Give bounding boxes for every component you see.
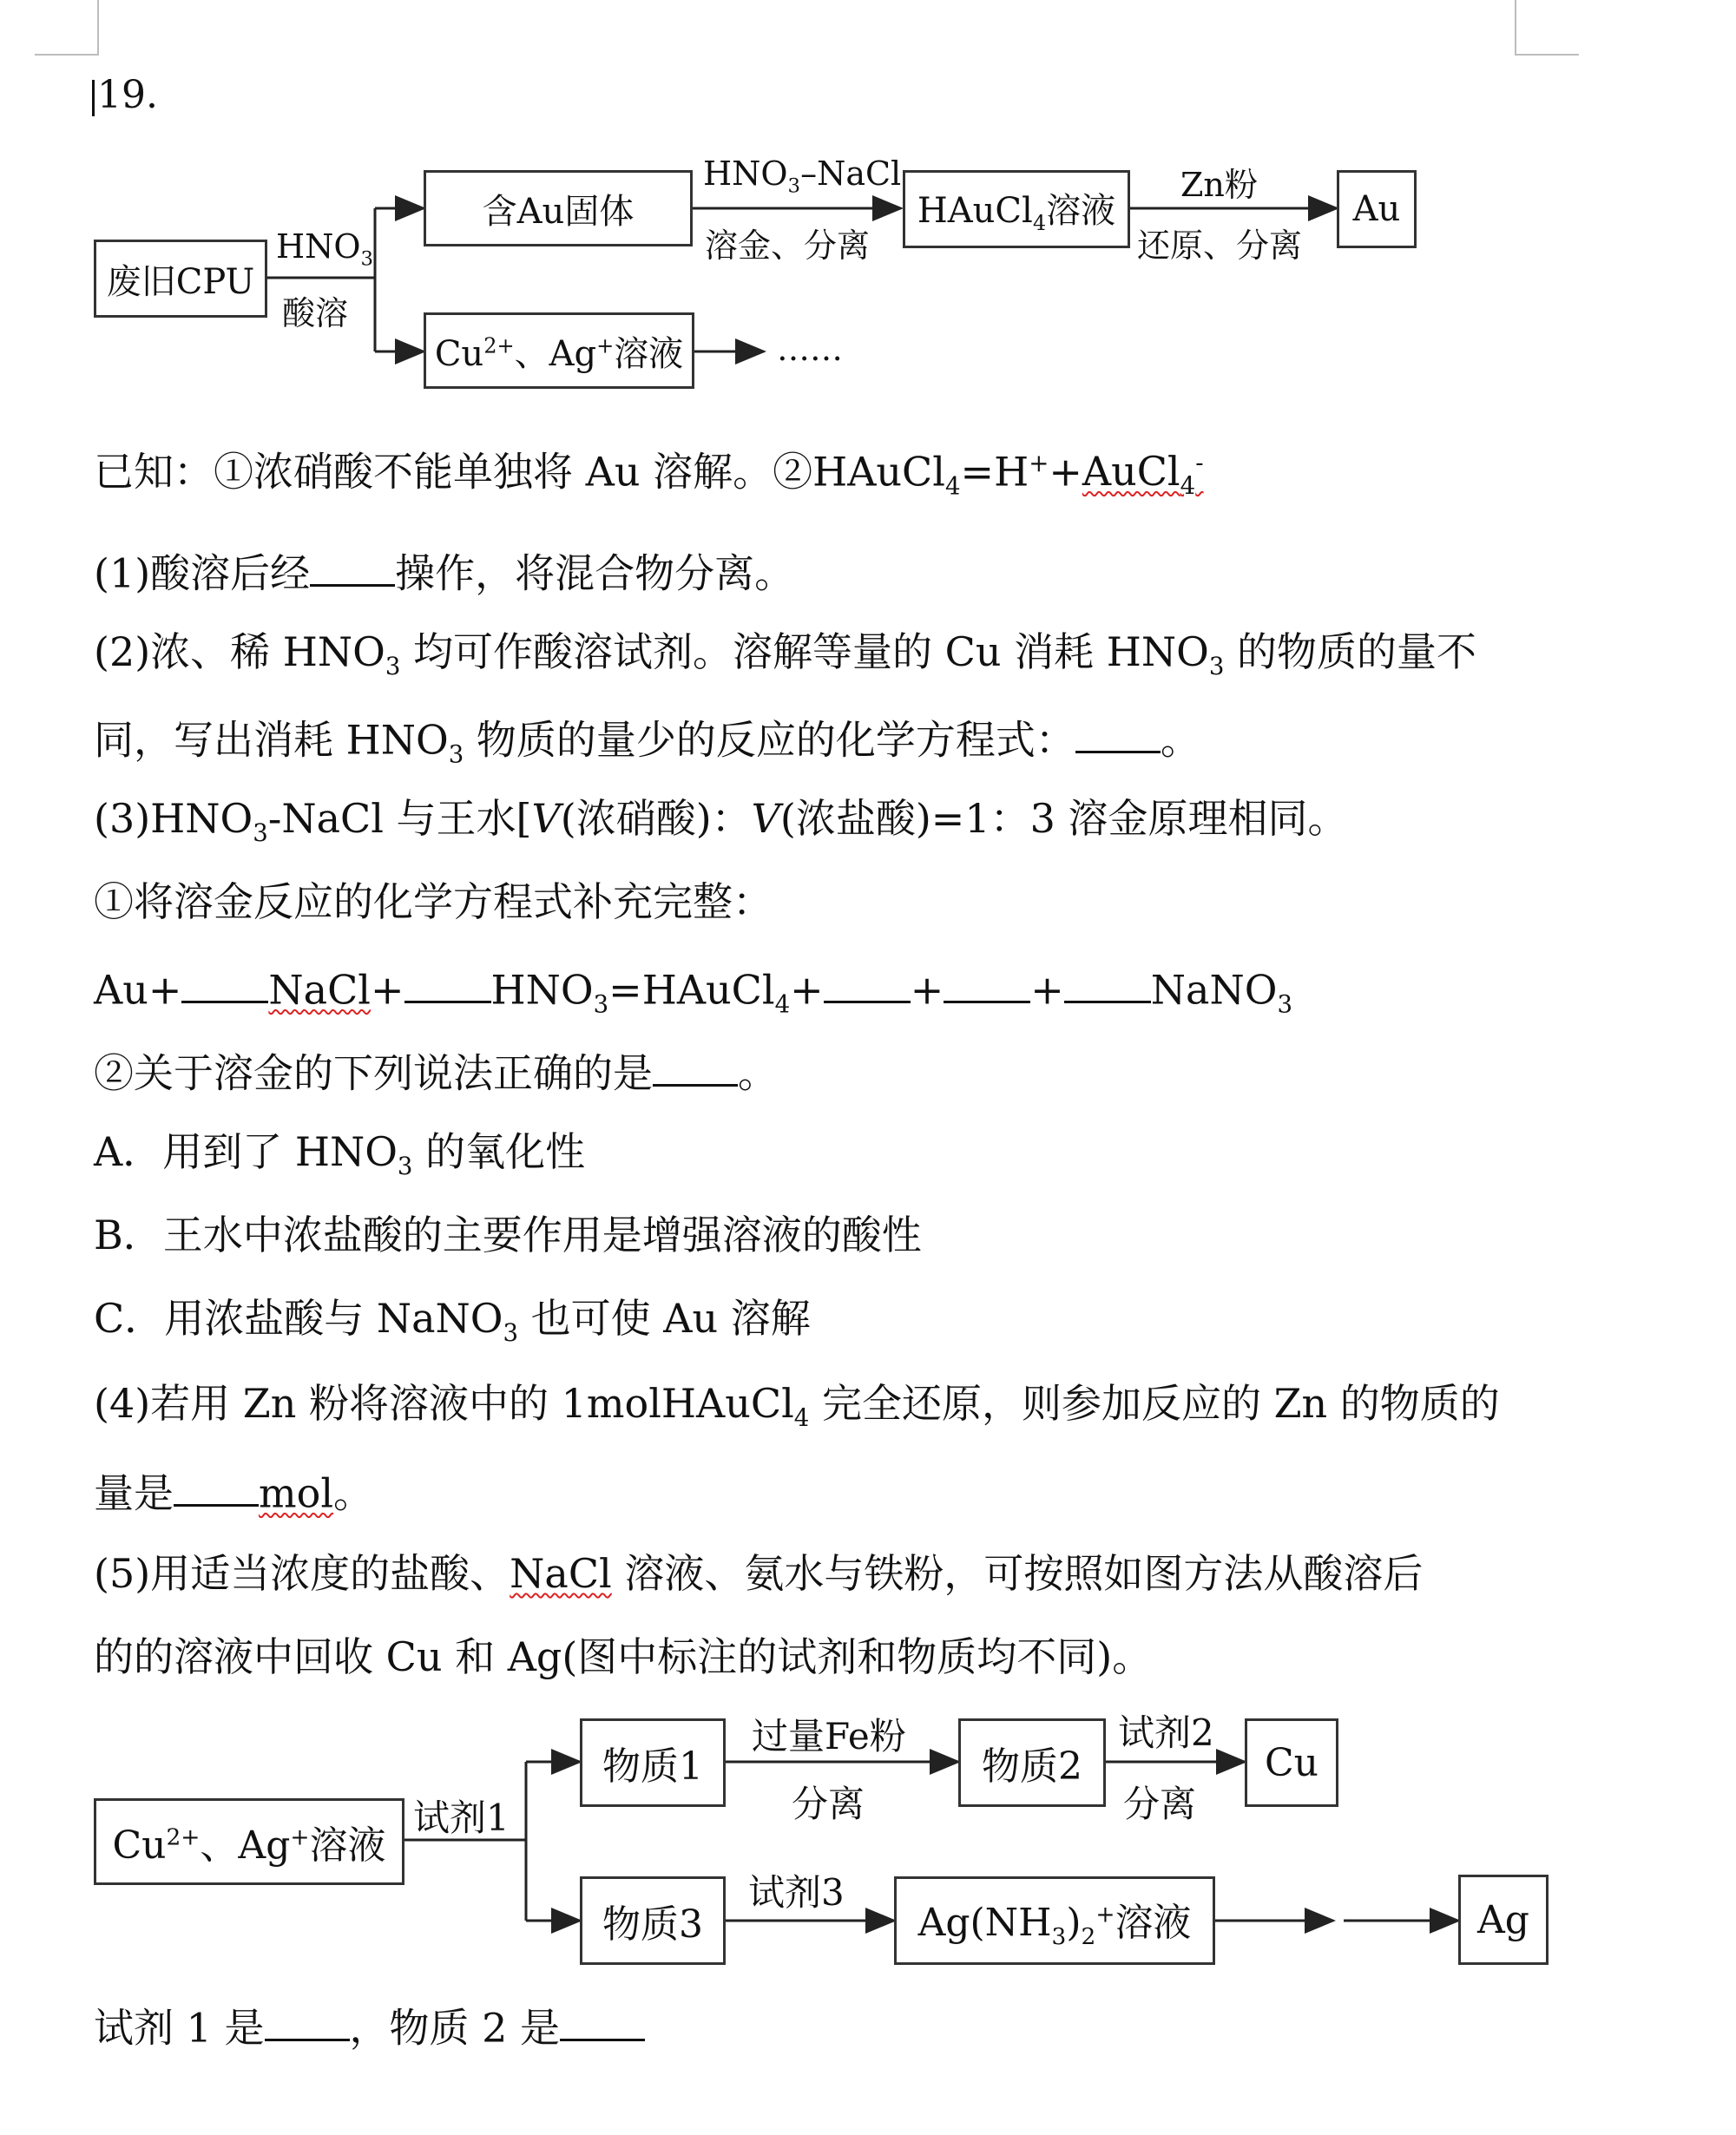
label-hno3-acid: $HNO_3$: [276, 227, 374, 271]
question-4-line-1: (4)若用 Zn 粉将溶液中的 1molHAuCl$_4$ 完全还原，则参加反应的 Zn 的物质的: [94, 1380, 1500, 1433]
box-ag-nh3-solution: $Ag(NH_3)_2^+$溶液: [894, 1876, 1215, 1965]
question-3-part-2: ②关于溶金的下列说法正确的是 。: [94, 1049, 778, 1097]
option-a: A．用到了 $HNO_3$ 的氧化性: [94, 1128, 586, 1181]
box-substance-1: 物质1: [580, 1718, 726, 1807]
box-substance-3: 物质3: [580, 1876, 726, 1965]
aucl4-ion: AuCl$_4$-: [1082, 448, 1204, 501]
label-reagent-3: 试剂3: [748, 1871, 845, 1914]
question-2-line-2: 同，写出消耗 $HNO_3$ 物质的量少的反应的化学方程式： 。: [94, 716, 1200, 769]
label-excess-fe-powder: 过量Fe粉: [752, 1715, 906, 1757]
box-substance-2: 物质2: [958, 1718, 1106, 1807]
label-dissolve-gold-separate: 溶金、分离: [705, 227, 871, 265]
question-3-part-1: ①将溶金反应的化学方程式补充完整：: [94, 878, 773, 925]
question-number: 19.: [97, 73, 158, 117]
label-reagent-2: 试剂2: [1118, 1711, 1214, 1754]
option-c: C．用浓盐酸与 NaNO$_3$ 也可使 Au 溶解: [94, 1295, 811, 1348]
label-acid-dissolve: 酸溶: [282, 294, 349, 332]
box-cu-ag-solution-2: $Cu^{2+}$、Ag+溶液: [94, 1798, 404, 1885]
answer-blank[interactable]: [265, 2003, 350, 2041]
label-reduce-separate: 还原、分离: [1137, 227, 1303, 265]
box-au-solid: 含Au固体: [424, 170, 693, 246]
ellipsis: ……: [777, 330, 843, 368]
question-2-line-1: (2)浓、稀 $HNO_3$ 均可作酸溶试剂。溶解等量的 Cu 消耗 $HNO_3$ 的物质的量不: [94, 628, 1476, 681]
label-zn-powder: Zn粉: [1180, 166, 1258, 204]
known-conditions: 已知：①浓硝酸不能单独将 Au 溶解。②HAuCl$_4$=H++AuCl$_4$-: [94, 448, 1204, 501]
label-separate-1: 分离: [792, 1783, 865, 1825]
label-hno3-nacl: $HNO_3$–NaCl: [703, 154, 902, 198]
box-cu-product: Cu: [1245, 1718, 1338, 1807]
question-5-line-2: 的的溶液中回收 Cu 和 Ag(图中标注的试剂和物质均不同)。: [94, 1633, 1153, 1680]
final-question: 试剂 1 是 ，物质 2 是: [94, 2003, 645, 2047]
answer-blank[interactable]: [560, 2003, 645, 2041]
box-haucl4-solution: HAuCl$_4$溶液: [903, 170, 1130, 248]
question-1: (1)酸溶后经 操作，将混合物分离。: [94, 549, 795, 597]
option-b: B．王水中浓盐酸的主要作用是增强溶液的酸性: [94, 1212, 922, 1258]
equation-line: Au+ NaCl+ $HNO_3=HAuCl_4+$ + + NaNO$_3$: [94, 966, 1292, 1019]
box-cu-ag-solution: $Cu^{2+}$、Ag+溶液: [424, 312, 694, 389]
box-au-product: Au: [1337, 170, 1417, 248]
box-waste-cpu: 废旧CPU: [94, 240, 267, 318]
label-reagent-1: 试剂1: [413, 1797, 510, 1839]
question-3: $(3)HNO_3$-NaCl 与王水[V(浓硝酸)：V(浓盐酸)=1：3 溶金原理相同。: [94, 795, 1348, 848]
question-4-line-2: 量是 mol。: [94, 1469, 374, 1517]
box-ag-product: Ag: [1458, 1875, 1549, 1965]
label-separate-2: 分离: [1123, 1783, 1197, 1825]
question-5-line-1: (5)用适当浓度的盐酸、NaCl 溶液、氨水与铁粉，可按照如图方法从酸溶后: [94, 1550, 1424, 1597]
